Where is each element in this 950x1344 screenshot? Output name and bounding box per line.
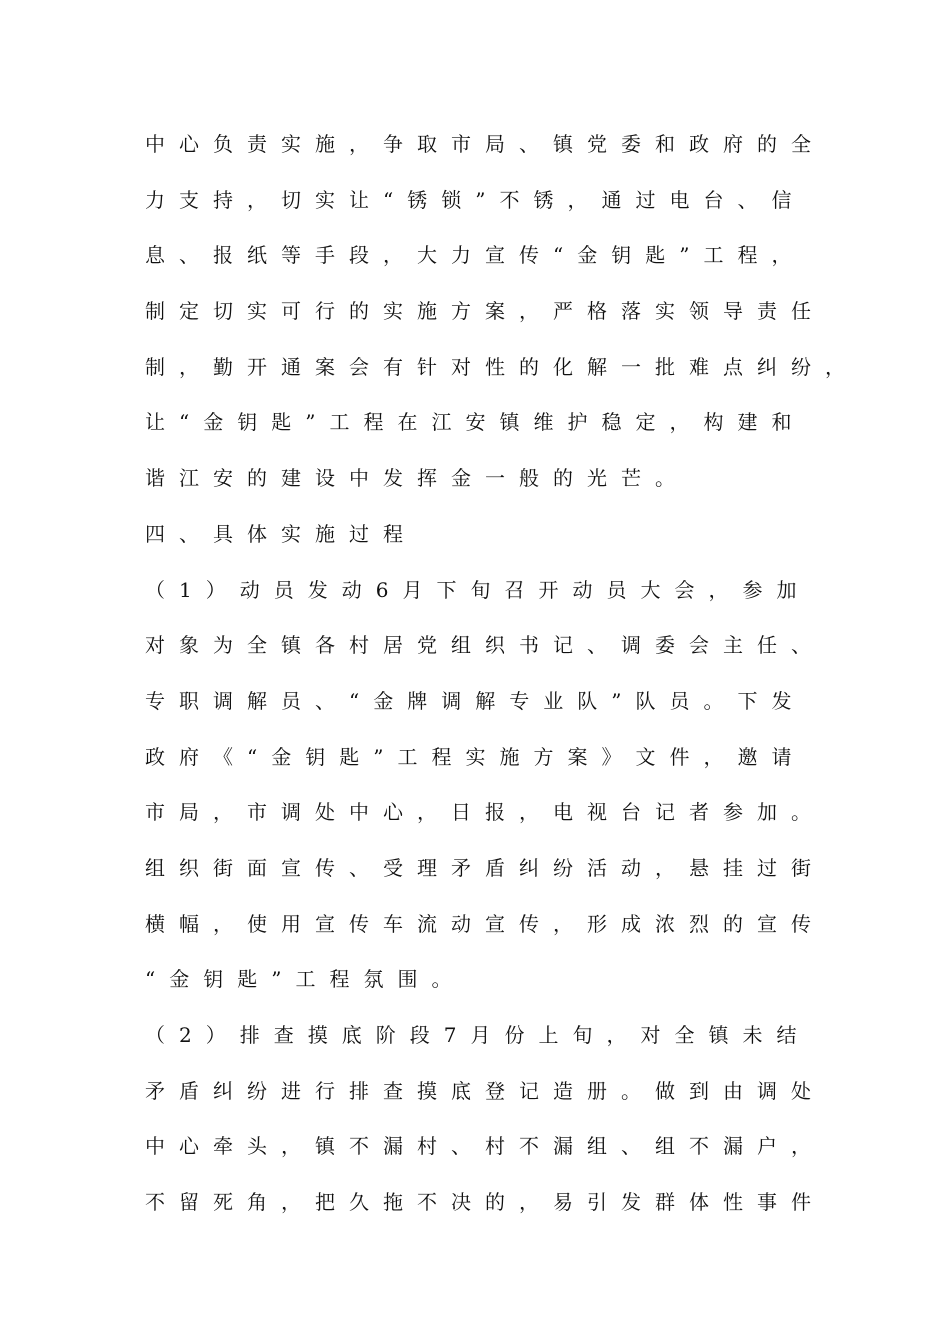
text-line: 让“金钥匙”工程在江安镇维护稳定，构建和 (145, 410, 806, 435)
body-text (145, 126, 865, 1240)
text-line: 矛盾纠纷进行排查摸底登记造册。做到由调处 (145, 1078, 825, 1103)
text-line: （1）动员发动6月下旬召开动员大会，参加 (145, 577, 811, 602)
text-line: 制定切实可行的实施方案，严格落实领导责任 (145, 299, 825, 324)
text-line: 谐江安的建设中发挥金一般的光芒。 (145, 466, 689, 491)
text-line: 力支持，切实让“锈锁”不锈，通过电台、信 (145, 187, 806, 212)
text-line: 市局，市调处中心，日报，电视台记者参加。 (145, 800, 825, 825)
text-line: 不留死角，把久拖不决的，易引发群体性事件 (145, 1190, 825, 1215)
text-line: 横幅，使用宣传车流动宣传，形成浓烈的宣传 (145, 911, 825, 936)
text-line: 政府《“金钥匙”工程实施方案》文件，邀请 (145, 744, 806, 769)
section-heading: 四、具体实施过程 (145, 521, 417, 546)
text-line: 对象为全镇各村居党组织书记、调委会主任、 (145, 633, 825, 658)
text-line: “金钥匙”工程氛围。 (145, 967, 466, 992)
text-line: 中心牵头，镇不漏村、村不漏组、组不漏户， (145, 1134, 825, 1159)
text-line: 制，勤开通案会有针对性的化解一批难点纠纷， (145, 354, 859, 379)
text-line: 息、报纸等手段，大力宣传“金钥匙”工程， (145, 243, 806, 268)
text-line: 中心负责实施，争取市局、镇党委和政府的全 (145, 132, 825, 156)
text-line: （2）排查摸底阶段7月份上旬，对全镇未结 (145, 1023, 811, 1047)
text-line: 专职调解员、“金牌调解专业队”队员。下发 (145, 688, 806, 713)
text-line: 组织街面宣传、受理矛盾纠纷活动，悬挂过街 (145, 855, 825, 880)
